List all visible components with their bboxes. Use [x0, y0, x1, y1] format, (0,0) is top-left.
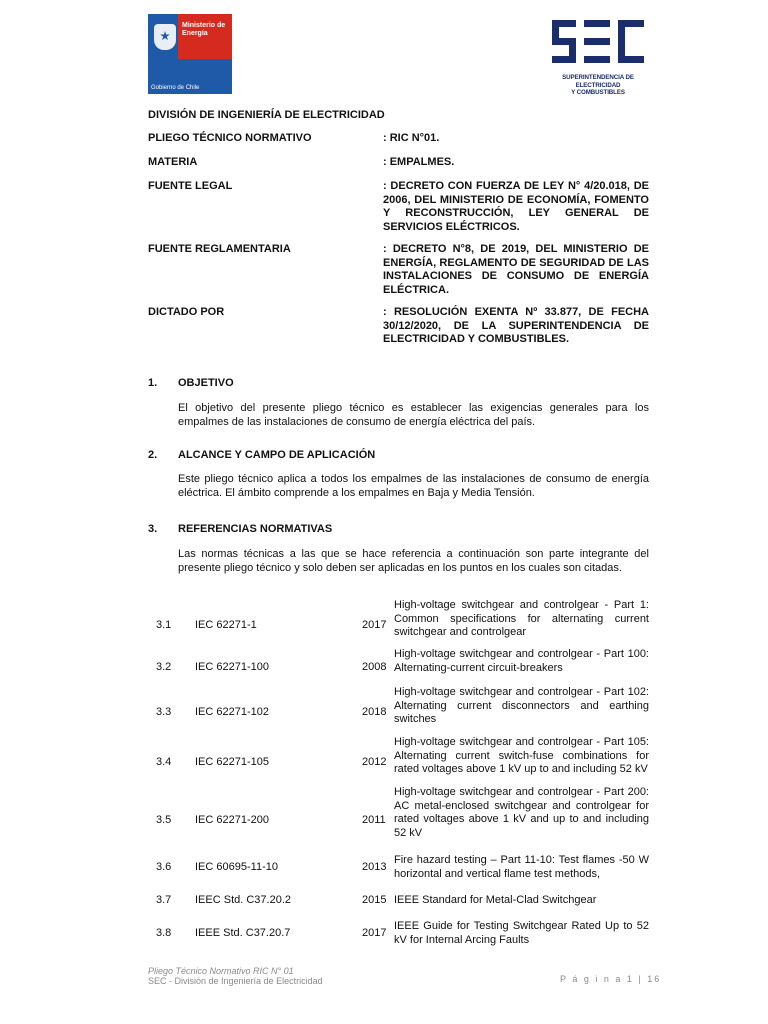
ref-description: High-voltage switchgear and controlgear - Part 100: Alternating-current circuit-breakers	[394, 648, 649, 674]
header-label-fuente-legal: FUENTE LEGAL	[148, 180, 233, 192]
ref-code: IEC 62271-100	[195, 661, 269, 673]
ministry-name: Ministerio de Energía	[182, 22, 226, 37]
section-text-referencias: Las normas técnicas a las que se hace referencia a continuación son parte integrante del presente pliego técnico y solo deben ser aplicadas en los puntos en los cuales son citadas.	[178, 548, 649, 574]
section-number: 3.	[148, 523, 158, 535]
ref-description: High-voltage switchgear and controlgear - Part 102: Alternating current disconnectors and earthing switches	[394, 686, 649, 725]
sec-name: SUPERINTENDENCIA DE ELECTRICIDAD Y COMBUSTIBLES	[562, 74, 634, 96]
ref-number: 3.6	[156, 861, 172, 873]
section-text-objetivo: El objetivo del presente pliego técnico es establecer las exigencias generales para los empalmes de las instalaciones de consumo de energía eléctrica del país.	[178, 402, 649, 428]
footer-document-name: Pliego Técnico Normativo RIC N° 01	[148, 966, 294, 976]
header-label-pliego: PLIEGO TÉCNICO NORMATIVO	[148, 132, 312, 144]
header-value-fuente-reglamentaria: : DECRETO N°8, DE 2019, DEL MINISTERIO DE ENERGÍA, REGLAMENTO DE SEGURIDAD DE LAS INSTALACIONES DE CONSUMO DE ENERGÍA ELÉCTRICA.	[383, 243, 649, 296]
header-label-fuente-reglamentaria: FUENTE REGLAMENTARIA	[148, 243, 291, 255]
ref-code: IEC 62271-200	[195, 814, 269, 826]
ministry-logo	[148, 14, 232, 94]
header-value-dictado: : RESOLUCIÓN EXENTA Nº 33.877, DE FECHA 30/12/2020, DE LA SUPERINTENDENCIA DE ELECTRICIDAD Y COMBUSTIBLES.	[383, 306, 649, 345]
ref-number: 3.1	[156, 619, 172, 631]
header-label-materia: MATERIA	[148, 156, 198, 168]
ref-description: High-voltage switchgear and controlgear - Part 200: AC metal-enclosed switchgear and controlgear for rated voltages above 1 kV and up to and including 52 kV	[394, 786, 649, 839]
ref-year: 2013	[362, 861, 387, 873]
ref-description: Fire hazard testing – Part 11-10: Test flames -50 W horizontal and vertical flame test methods,	[394, 854, 649, 880]
ref-year: 2018	[362, 706, 387, 718]
ref-code: IEEC Std. C37.20.2	[195, 894, 291, 906]
ministry-government: Gobierno de Chile	[151, 85, 200, 91]
ref-year: 2017	[362, 619, 387, 631]
header-label-dictado: DICTADO POR	[148, 306, 225, 318]
ref-number: 3.8	[156, 927, 172, 939]
header-value-pliego: : RIC N°01.	[383, 132, 440, 144]
sec-logo	[548, 14, 648, 94]
ref-description: High-voltage switchgear and controlgear - Part 105: Alternating current switch-fuse combinations for rated voltages above 1 kV up to and including 52 kV	[394, 736, 649, 775]
ref-code: IEC 62271-102	[195, 706, 269, 718]
section-title-objetivo: OBJETIVO	[178, 377, 234, 389]
ref-code: IEC 60695-11-10	[195, 861, 278, 873]
header-value-materia: : EMPALMES.	[383, 156, 455, 168]
sec-mark-icon	[550, 16, 646, 72]
ref-code: IEC 62271-1	[195, 619, 257, 631]
header-value-fuente-legal: : DECRETO CON FUERZA DE LEY N° 4/20.018, DE 2006, DEL MINISTERIO DE ECONOMÍA, FOMENTO Y RECONSTRUCCIÓN, LEY GENERAL DE SERVICIOS ELÉCTRICOS.	[383, 180, 649, 233]
ref-code: IEC 62271-105	[195, 756, 269, 768]
ref-description: IEEE Standard for Metal-Clad Switchgear	[394, 894, 597, 906]
section-title-alcance: ALCANCE Y CAMPO DE APLICACIÓN	[178, 449, 376, 461]
ref-year: 2015	[362, 894, 387, 906]
ref-number: 3.5	[156, 814, 172, 826]
ref-description: IEEE Guide for Testing Switchgear Rated Up to 52 kV for Internal Arcing Faults	[394, 920, 649, 946]
ref-year: 2012	[362, 756, 387, 768]
division-title: DIVISIÓN DE INGENIERÍA DE ELECTRICIDAD	[148, 109, 385, 121]
footer-division: SEC - División de Ingeniería de Electricidad	[148, 976, 323, 986]
ref-number: 3.3	[156, 706, 172, 718]
coat-of-arms-icon	[154, 24, 176, 50]
ref-description: High-voltage switchgear and controlgear - Part 1: Common specifications for alternating current switchgear and controlgear	[394, 599, 649, 638]
ref-year: 2011	[362, 814, 386, 826]
page-number: P á g i n a 1 | 16	[560, 974, 662, 984]
ref-number: 3.2	[156, 661, 172, 673]
ref-year: 2008	[362, 661, 387, 673]
section-text-alcance: Este pliego técnico aplica a todos los empalmes de las instalaciones de consumo de energía eléctrica. El ámbito comprende a los empalmes en Baja y Media Tensión.	[178, 473, 649, 499]
ref-number: 3.7	[156, 894, 172, 906]
ref-year: 2017	[362, 927, 387, 939]
section-number: 2.	[148, 449, 158, 461]
ref-number: 3.4	[156, 756, 172, 768]
ref-code: IEEE Std. C37.20.7	[195, 927, 291, 939]
section-number: 1.	[148, 377, 158, 389]
section-title-referencias: REFERENCIAS NORMATIVAS	[178, 523, 333, 535]
